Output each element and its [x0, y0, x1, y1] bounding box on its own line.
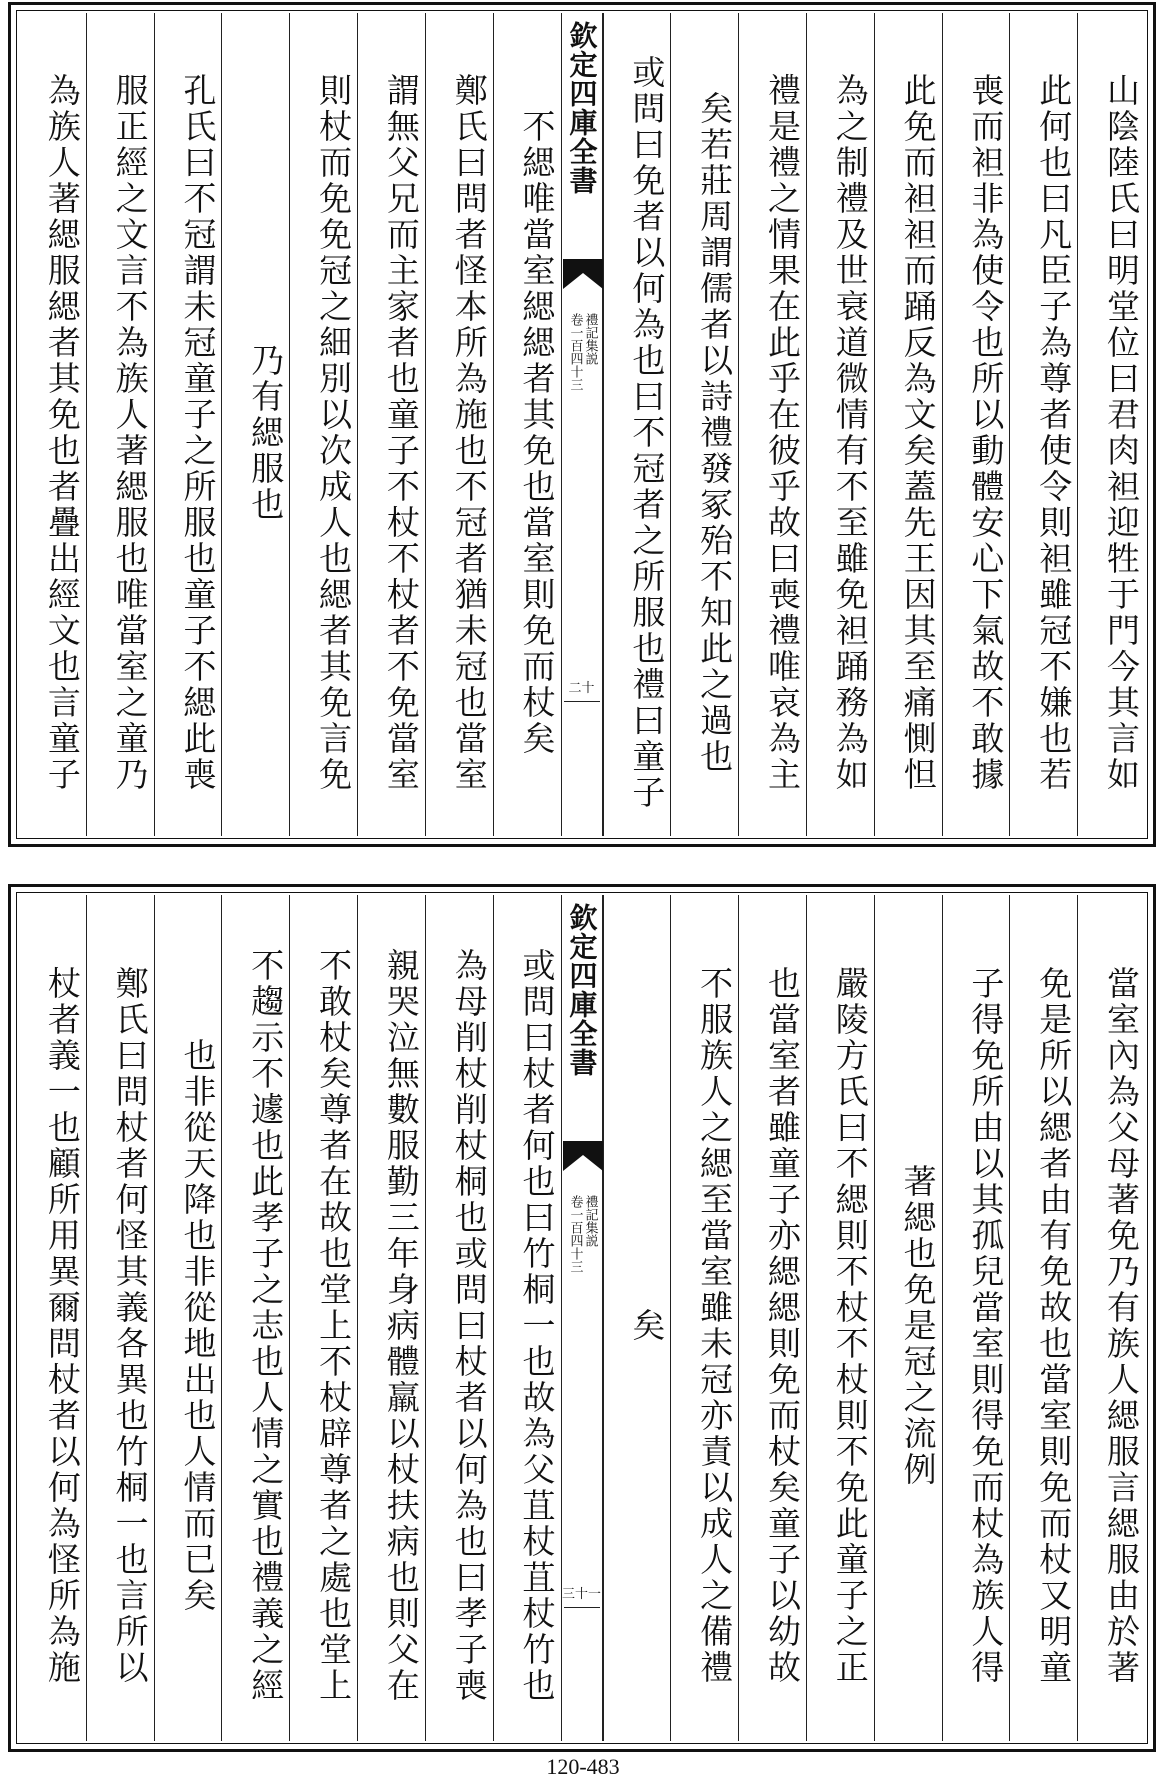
text-column: 不趨示不遽也此孝子之志也人情之實也禮義之經 — [221, 895, 289, 1741]
text-column: 矣若莊周謂儒者以詩禮發冢殆不知此之過也 — [670, 13, 738, 836]
book-title: 禮記集説 — [582, 313, 598, 365]
text-column: 矣 — [603, 895, 671, 1741]
text-column: 也當室者雖童子亦緦緦則免而杖矣童子以幼故 — [738, 895, 806, 1741]
text-column: 乃有緦服也 — [221, 13, 289, 836]
text-column: 此免而袒袒而踊反為文矣蓋先王因其至痛惻怛 — [874, 13, 942, 836]
center-gutter — [561, 895, 603, 1741]
text-column: 為族人著緦服緦者其免也者疊出經文也言童子 — [42, 72, 82, 793]
text-column: 或問曰杖者何也曰竹桐一也故為父苴杖苴杖竹也 — [493, 895, 561, 1741]
text-column: 免是所以緦者由有免故也當室則免而杖又明童 — [1009, 895, 1077, 1741]
text-column: 為之制禮及世衰道微情有不至雖免袒踊務為如 — [806, 13, 874, 836]
bottom-page — [8, 884, 1156, 1752]
text-column: 孔氏曰不冠謂未冠童子之所服也童子不緦此喪 — [154, 13, 222, 836]
bottom-page-columns — [19, 895, 1145, 1741]
page-reference-number: 120-483 — [546, 1754, 620, 1779]
text-column: 為母削杖削杖桐也或問曰杖者以何為也曰孝子喪 — [425, 895, 493, 1741]
gutter-divider — [564, 1607, 600, 1608]
text-column: 鄭氏曰問杖者何怪其義各異也竹桐一也言所以 — [86, 895, 154, 1741]
top-page — [8, 2, 1156, 847]
folio-number: 二十 — [568, 681, 595, 696]
text-column: 不服族人之緦至當室雖未冠亦責以成人之備禮 — [670, 895, 738, 1741]
text-column: 或問曰免者以何為也曰不冠者之所服也禮曰童子 — [603, 13, 671, 836]
text-column: 山陰陸氏曰明堂位曰君肉袒迎牲于門今其言如 — [1077, 13, 1145, 836]
text-column: 喪而袒非為使令也所以動體安心下氣故不敢據 — [942, 13, 1010, 836]
text-column: 當室內為父母著免乃有族人緦服言緦服由於著 — [1077, 895, 1145, 1741]
text-column: 也非從天降也非從地出也人情而已矣 — [154, 895, 222, 1741]
text-column: 禮是禮之情果在此乎在彼乎故曰喪禮唯哀為主 — [738, 13, 806, 836]
volume-number: 卷一百四十三 — [567, 1195, 583, 1273]
text-column: 子得免所由以其孤兒當室則得免而杖為族人得 — [942, 895, 1010, 1741]
text-column: 鄭氏曰問者怪本所為施也不冠者猶未冠也當室 — [425, 13, 493, 836]
text-column: 著緦也免是冠之流例 — [874, 895, 942, 1741]
folio-number: 三十一 — [561, 1587, 601, 1602]
text-column: 杖者義一也顧所用異爾問杖者以何為怪所為施 — [42, 966, 82, 1686]
collection-title: 欽定四庫全書 — [565, 21, 599, 195]
text-column: 不緦唯當室緦緦者其免也當室則免而杖矣 — [493, 13, 561, 836]
text-column: 此何也曰凡臣子為尊者使令則袒雖冠不嫌也若 — [1009, 13, 1077, 836]
text-column: 嚴陵方氏曰不緦則不杖不杖則不免此童子之正 — [806, 895, 874, 1741]
text-column: 不敢杖矣尊者在故也堂上不杖辟尊者之處也堂上 — [289, 895, 357, 1741]
top-page-columns — [19, 13, 1145, 836]
text-column: 服正經之文言不為族人著緦服也唯當室之童乃 — [86, 13, 154, 836]
book-title: 禮記集説 — [582, 1195, 598, 1247]
center-gutter — [561, 13, 603, 836]
text-column: 則杖而免免冠之細別以次成人也緦者其免言免 — [289, 13, 357, 836]
gutter-divider — [564, 701, 600, 702]
volume-number: 卷一百四十三 — [567, 313, 583, 391]
text-column: 親哭泣無數服勤三年身病體羸以杖扶病也則父在 — [357, 895, 425, 1741]
collection-title: 欽定四庫全書 — [565, 903, 599, 1077]
text-column: 謂無父兄而主家者也童子不杖不杖者不免當室 — [357, 13, 425, 836]
fishtail-mark-icon — [563, 1141, 603, 1171]
fishtail-mark-icon — [563, 259, 603, 289]
